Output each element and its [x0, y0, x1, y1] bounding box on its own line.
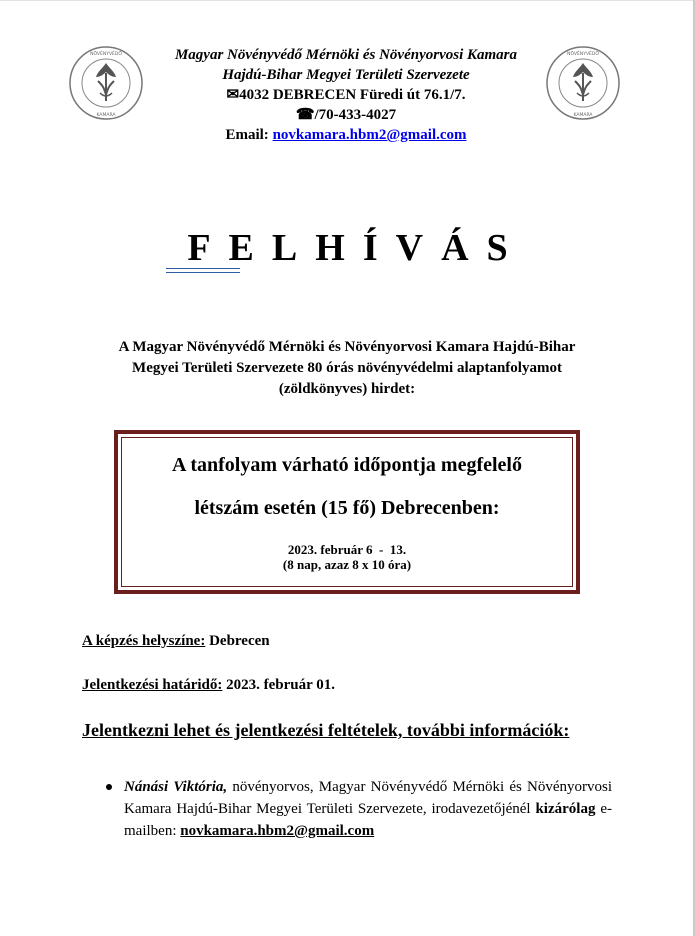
intro-line: (zöldkönyves) hirdet: [278, 381, 416, 397]
title-letter: F [187, 227, 211, 269]
contact-email-link[interactable]: novkamara.hbm2@gmail.com [180, 823, 375, 839]
course-date-box-inner [121, 437, 573, 587]
title-letter: L [271, 227, 298, 269]
list-item [124, 776, 612, 842]
bullet-icon [106, 784, 112, 790]
email-line [130, 125, 562, 145]
page-top-edge [0, 0, 693, 1]
org-name: Magyar Növényvédő Mérnöki és Növényorvosi Kamara [174, 47, 518, 63]
title-underline [166, 268, 240, 273]
letterhead [130, 45, 562, 145]
header-email-link[interactable]: novkamara.hbm2@gmail.com [272, 127, 467, 143]
box-heading-line2: létszám esetén (15 fő) Debrecenben: [194, 497, 500, 519]
course-duration: (8 nap, azaz 8 x 10 óra) [282, 557, 412, 572]
title-letter: Í [362, 227, 378, 269]
title-letter: S [486, 227, 508, 269]
contact-text-email-prefix: e-mailben: [124, 801, 612, 839]
deadline-value: 2023. február 01. [222, 677, 336, 693]
svg-text:NÖVÉNYVÉDŐ: NÖVÉNYVÉDŐ [90, 52, 122, 57]
title-letter: V [395, 227, 424, 269]
announcement-intro [80, 337, 614, 400]
email-label: Email: [225, 127, 273, 143]
svg-text:KAMARA: KAMARA [573, 113, 593, 118]
title-letter: H [315, 227, 345, 269]
application-deadline [82, 677, 335, 694]
intro-line: Megyei Területi Szervezete 80 órás növényvédelmi alaptanfolyamot [132, 360, 562, 376]
location-value: Debrecen [205, 633, 270, 649]
course-date-range: 2023. február 6 - 13. [287, 542, 407, 557]
contact-text: növényorvos, Magyar Növényvédő Mérnöki és Növényorvosi Kamara Hajdú-Bihar Megyei Területi Szervezete, irodavezetőjénél [124, 779, 613, 817]
phone-icon: ☎ [295, 107, 315, 123]
deadline-label: Jelentkezési határidő: [82, 677, 223, 693]
course-date-box [114, 430, 580, 594]
location-label: A képzés helyszíne: [82, 633, 206, 649]
contact-heading: Jelentkezni lehet és jelentkezési feltételek, további információk: [82, 720, 570, 740]
address-text: 4032 DEBRECEN Füredi út 76.1/7. [239, 87, 466, 103]
page-title [0, 226, 695, 270]
title-letter: E [228, 227, 254, 269]
training-location [82, 633, 270, 650]
contact-name: Nánási Viktória, [124, 779, 228, 795]
contact-list [124, 776, 612, 842]
intro-line: A Magyar Növényvédő Mérnöki és Növényorvosi Kamara Hajdú-Bihar [118, 339, 576, 355]
svg-text:NÖVÉNYVÉDŐ: NÖVÉNYVÉDŐ [567, 52, 599, 57]
svg-text:KAMARA: KAMARA [96, 113, 116, 118]
phone-line [130, 105, 562, 125]
envelope-icon: ✉ [226, 87, 240, 103]
course-dates [122, 542, 572, 572]
title-letter: Á [441, 227, 469, 269]
box-heading-line1: A tanfolyam várható időpontja megfelelő [172, 454, 522, 476]
org-branch: Hajdú-Bihar Megyei Területi Szervezete [222, 67, 470, 83]
contact-only: kizárólag [535, 801, 596, 817]
phone-text: /70-433-4027 [314, 107, 397, 123]
address-line [130, 85, 562, 105]
